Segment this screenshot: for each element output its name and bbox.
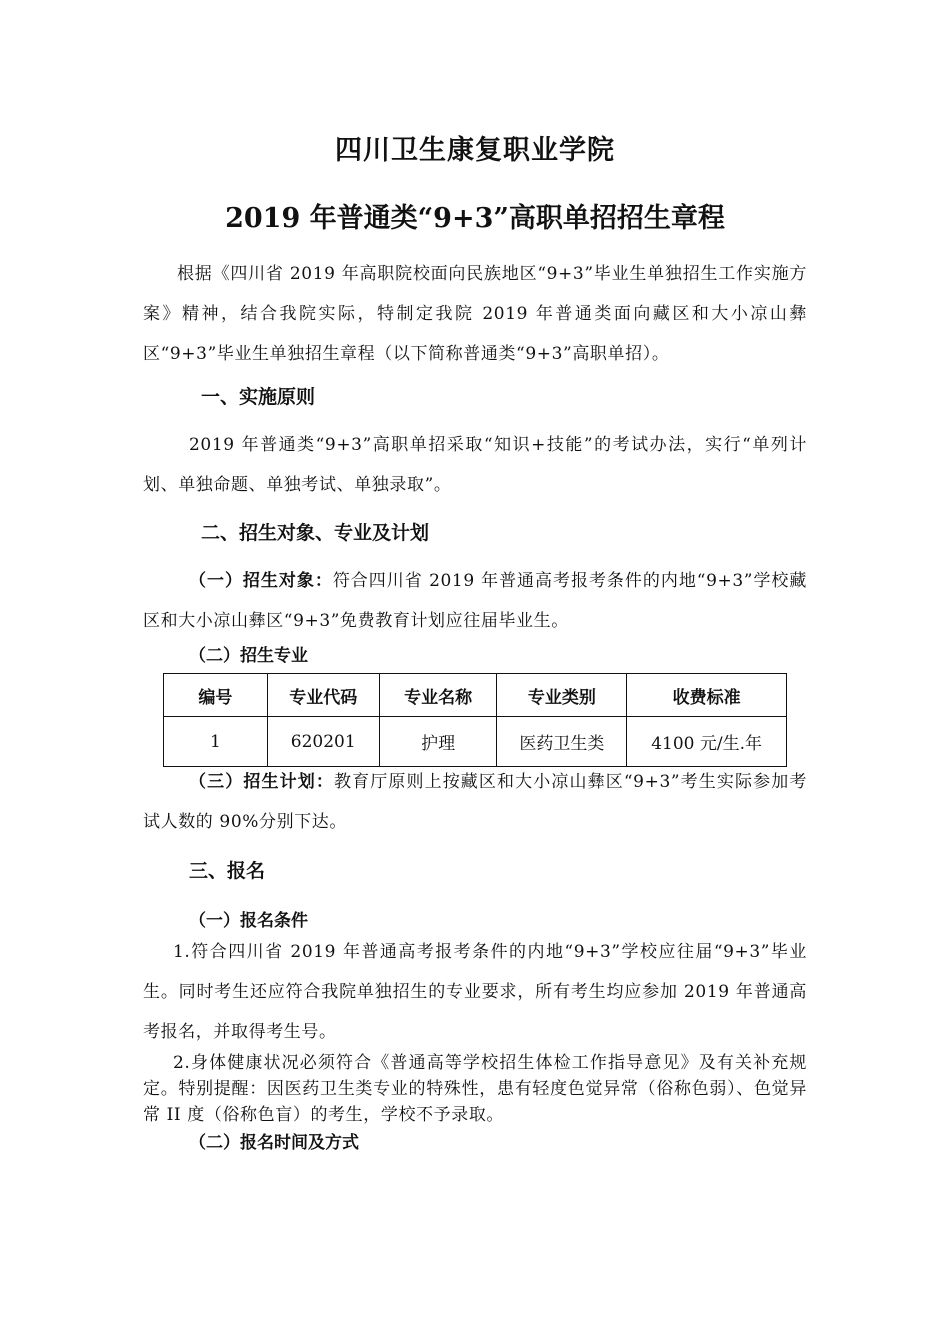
majors-label: （二）招生专业: [189, 646, 308, 666]
targets-text: 符合四川省 2019 年普通高考报考条件的内地“9+3”学校藏区和大小凉山彝区“9+3”免费教育计划应往届毕业生。: [143, 571, 807, 631]
plan-paragraph: [143, 762, 807, 842]
section3-heading: 三、报名: [189, 860, 266, 882]
header-cell-number: 编号: [164, 674, 268, 717]
table-header-row: [164, 674, 787, 717]
condition-item-2: 2.身体健康状况必须符合《普通高等学校招生体检工作指导意见》及有关补充规定。特别提醒：因医药卫生类专业的特殊性，患有轻度色觉异常（俗称色弱）、色觉异常 II 度（俗称色盲）的考生，学校不予录取。: [143, 1053, 807, 1125]
header-cell-code: 专业代码: [267, 674, 379, 717]
conditions-label: （一）报名条件: [189, 911, 308, 931]
plan-label: （三）招生计划：: [189, 772, 334, 792]
cell-category: 医药卫生类: [497, 717, 627, 767]
section2-heading: 二、招生对象、专业及计划: [201, 522, 430, 544]
section1-heading: 一、实施原则: [201, 386, 316, 408]
registration-time-label: （二）报名时间及方式: [189, 1133, 359, 1153]
header-cell-fee: 收费标准: [627, 674, 787, 717]
document-subtitle: 2019 年普通类“9+3”高职单招招生章程: [225, 203, 725, 234]
intro-paragraph: 根据《四川省 2019 年高职院校面向民族地区“9+3”毕业生单独招生工作实施方案》精神，结合我院实际，特制定我院 2019 年普通类面向藏区和大小凉山彝区“9+3”毕业生单独招生章程（以下简称普通类“9+3”高职单招）。: [143, 264, 807, 364]
section1-body: 2019 年普通类“9+3”高职单招采取“知识+技能”的考试办法，实行“单列计划、单独命题、单独考试、单独录取”。: [143, 435, 807, 495]
header-cell-category: 专业类别: [497, 674, 627, 717]
document-title: 四川卫生康复职业学院: [335, 135, 615, 166]
header-cell-name: 专业名称: [379, 674, 497, 717]
cell-number: 1: [164, 717, 268, 767]
cell-code: 620201: [267, 717, 379, 767]
table-row: [164, 717, 787, 767]
cell-name: 护理: [379, 717, 497, 767]
majors-table: [163, 673, 787, 767]
targets-label: （一）招生对象：: [189, 571, 333, 591]
cell-fee: 4100 元/生.年: [627, 717, 787, 767]
condition-item-1: 1.符合四川省 2019 年普通高考报考条件的内地“9+3”学校应往届“9+3”毕业生。同时考生还应符合我院单独招生的专业要求，所有考生均应参加 2019 年普通高考报名，并取得考生号。: [143, 942, 807, 1042]
plan-text: 教育厅原则上按藏区和大小凉山彝区“9+3”考生实际参加考试人数的 90%分别下达。: [143, 772, 807, 832]
targets-paragraph: [143, 561, 807, 641]
